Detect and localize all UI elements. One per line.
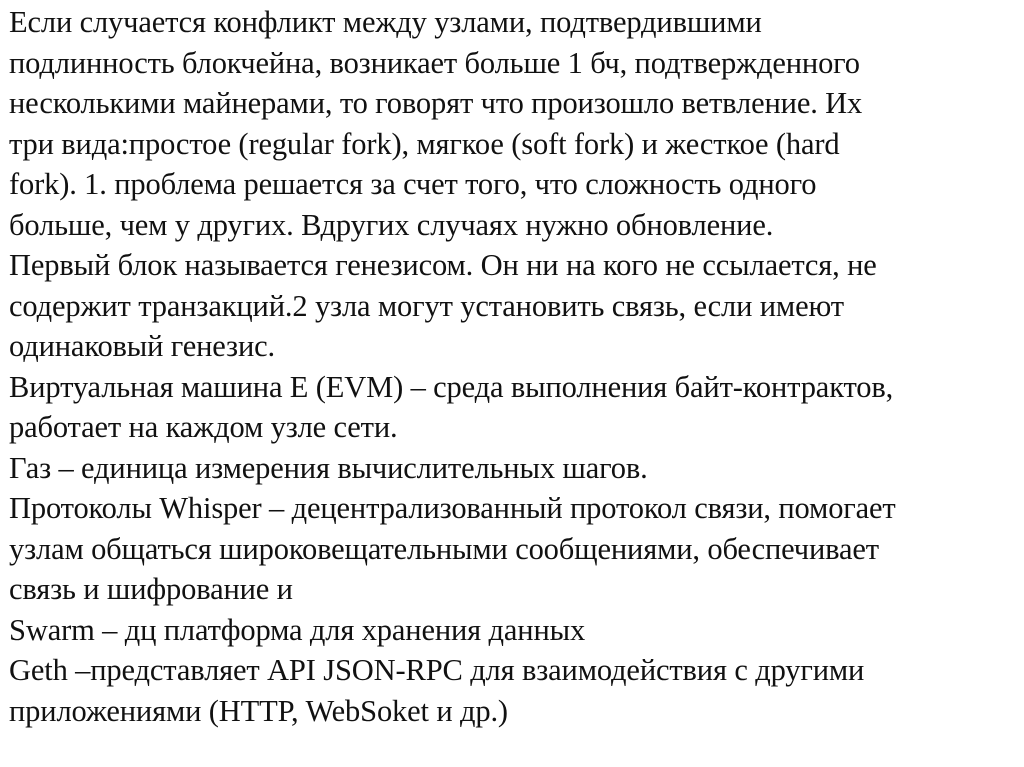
text-line: приложениями (HTTP, WebSoket и др.)	[9, 693, 508, 728]
text-line: несколькими майнерами, то говорят что произошло ветвление. Их	[9, 86, 863, 120]
slide-text-body	[9, 2, 1021, 731]
text-line: Газ – единица измерения вычислительных шагов.	[9, 450, 648, 485]
text-line: содержит транзакций.2 узла могут установить связь, если имеют	[9, 288, 844, 323]
text-line: Виртуальная машина E (EVM) – среда выполнения байт-контрактов,	[9, 369, 894, 404]
text-line: одинаковый генезис.	[9, 329, 275, 363]
text-line: связь и шифрование и	[9, 572, 293, 606]
text-line: подлинность блокчейна, возникает больше 1 бч, подтвержденного	[9, 45, 860, 80]
text-line: Geth –представляет API JSON-RPC для взаимодействия с другими	[9, 653, 865, 687]
text-line: Если случается конфликт между узлами, подтвердившими	[9, 5, 762, 39]
text-line: Протоколы Whisper – децентрализованный протокол связи, помогает	[9, 491, 896, 525]
text-line: три вида:простое (regular fork), мягкое (soft fork) и жесткое (hard	[9, 126, 840, 161]
text-line: узлам общаться широковещательными сообщениями, обеспечивает	[9, 531, 879, 566]
text-line: fork). 1. проблема решается за счет того, что сложность одного	[9, 167, 817, 201]
text-line: Swarm – дц платформа для хранения данных	[9, 612, 586, 647]
text-line: работает на каждом узле сети.	[9, 410, 398, 444]
text-line: больше, чем у других. Вдругих случаях нужно обновление.	[9, 207, 774, 242]
text-line: Первый блок называется генезисом. Он ни на кого не ссылается, не	[9, 248, 877, 282]
